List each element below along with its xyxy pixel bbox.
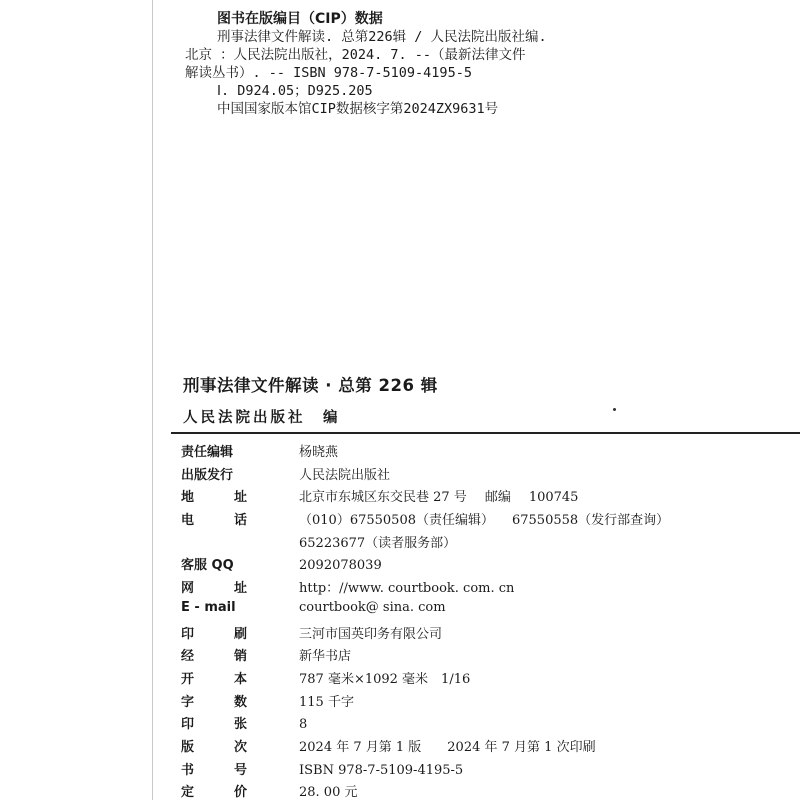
info-label	[181, 509, 247, 528]
info-label-char: 印	[181, 717, 195, 733]
info-label-char: 定	[181, 785, 195, 800]
info-label-char: 数	[233, 694, 247, 710]
info-label-char: 版	[181, 739, 195, 755]
phone-distribution: 67550558（发行部查询）	[511, 513, 670, 529]
cip-line-classification: Ⅰ. D924.05；D925.205	[217, 83, 373, 99]
zip-value: 100745	[528, 490, 579, 506]
info-row-printer	[181, 623, 781, 646]
info-label-char: 次	[233, 739, 247, 755]
info-row-email	[181, 600, 781, 623]
info-label	[181, 759, 247, 778]
info-label	[181, 486, 247, 505]
info-label: 责任编辑	[181, 445, 234, 460]
info-label-char: 址	[233, 490, 247, 506]
website-link: http：//www. courtbook. com. cn	[299, 581, 515, 597]
phone-reader-service: 65223677（读者服务部）	[299, 535, 457, 551]
info-row-isbn	[181, 759, 781, 782]
info-row-format	[181, 668, 781, 691]
info-row-edition	[181, 736, 781, 759]
info-label-char: 开	[181, 671, 195, 687]
cip-line-record-number: 中国国家版本馆CIP数据核字第2024ZX9631号	[217, 101, 499, 117]
info-label-char: 刷	[233, 626, 247, 642]
info-label-char: 经	[181, 649, 195, 665]
info-label: 出版发行	[181, 467, 234, 483]
info-value: 杨晓燕	[299, 445, 339, 460]
info-label	[181, 713, 247, 732]
info-value: 人民法院出版社	[299, 467, 391, 483]
info-value	[299, 486, 578, 505]
info-label	[181, 577, 247, 596]
info-row-sheets	[181, 713, 781, 736]
info-label	[181, 623, 247, 642]
info-value: 2024 年 7 月第 1 版 2024 年 7 月第 1 次印刷	[299, 739, 596, 755]
info-row-publisher	[181, 464, 781, 487]
zip-label: 邮编	[484, 490, 511, 506]
cip-data-block	[185, 10, 765, 118]
info-label-char: 电	[181, 513, 195, 529]
info-label-char: 价	[233, 785, 247, 800]
info-value: ISBN 978-7-5109-4195-5	[299, 762, 464, 778]
info-label-char: 销	[233, 649, 247, 665]
copyright-page	[152, 0, 800, 800]
info-label-char: 张	[233, 717, 247, 733]
info-row-price	[181, 781, 781, 800]
info-row-distributor	[181, 645, 781, 668]
book-editor: 人民法院出版社 编	[183, 410, 341, 426]
info-row-qq	[181, 554, 781, 577]
info-label: 客服 QQ	[181, 558, 234, 574]
info-label	[181, 781, 247, 800]
info-label	[181, 691, 247, 710]
info-value: 2092078039	[299, 558, 382, 574]
printing-dot	[613, 408, 616, 411]
info-label: E - mail	[181, 599, 236, 615]
info-label-char: 字	[181, 694, 195, 710]
info-value: 新华书店	[299, 649, 352, 665]
info-label-char: 话	[233, 513, 247, 529]
publication-info-table	[181, 441, 781, 800]
info-label	[181, 645, 247, 664]
info-label-char: 书	[181, 762, 195, 778]
cip-line-title: 刑事法律文件解读. 总第226辑 / 人民法院出版社编.	[217, 29, 547, 45]
info-row-phone-continued	[181, 532, 781, 555]
cip-line-series-isbn: 解读丛书）. -- ISBN 978-7-5109-4195-5	[185, 65, 472, 81]
info-label-char: 地	[181, 490, 195, 506]
info-value	[299, 509, 669, 528]
info-label	[181, 736, 247, 755]
info-row-phone	[181, 509, 781, 532]
info-label-char: 址	[233, 581, 247, 597]
book-title-block	[183, 372, 438, 427]
info-label-char: 号	[233, 762, 247, 778]
info-row-responsible-editor	[181, 441, 781, 464]
info-row-website	[181, 577, 781, 600]
cip-line-publication: 北京 ：人民法院出版社，2024. 7. --（最新法律文件	[185, 47, 526, 63]
info-label-char: 本	[233, 671, 247, 687]
info-label-char: 网	[181, 581, 195, 597]
info-value: 787 毫米×1092 毫米 1/16	[299, 671, 471, 687]
cip-heading: 图书在版编目（CIP）数据	[217, 11, 383, 27]
info-row-word-count	[181, 691, 781, 714]
book-title: 刑事法律文件解读 · 总第 226 辑	[183, 376, 438, 395]
address-value: 北京市东城区东交民巷 27 号	[299, 490, 467, 506]
info-value: 28. 00 元	[299, 785, 358, 800]
info-value: 8	[299, 717, 308, 733]
email-address: courtbook@ sina. com	[299, 599, 446, 615]
info-value: 三河市国英印务有限公司	[299, 626, 443, 642]
info-value: 115 千字	[299, 694, 354, 710]
info-label-char: 印	[181, 626, 195, 642]
info-label	[181, 668, 247, 687]
info-row-address	[181, 486, 781, 509]
phone-editor: （010）67550508（责任编辑）	[299, 513, 494, 529]
section-divider	[171, 432, 800, 434]
